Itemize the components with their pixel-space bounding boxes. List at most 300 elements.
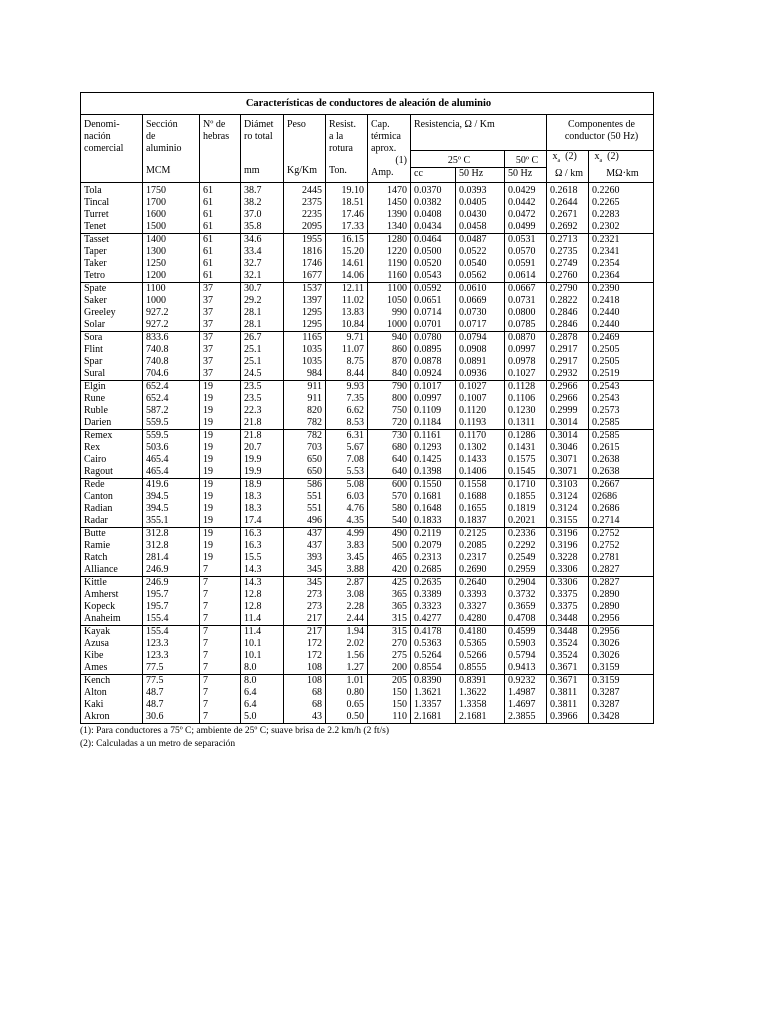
table-cell: 0.0592 (411, 283, 456, 296)
table-row (81, 183, 654, 198)
table-cell: 0.2878 (547, 332, 589, 345)
table-cell: 730 (368, 430, 411, 443)
table-cell: 500 (368, 540, 411, 552)
table-cell: 7 (200, 589, 241, 601)
table-cell: 990 (368, 307, 411, 319)
table-cell: 0.0429 (505, 183, 547, 198)
table-cell: Rune (81, 393, 143, 405)
table-cell: 19 (200, 430, 241, 443)
table-cell: 0.0531 (505, 234, 547, 247)
header-componentes: Componentes de conductor (50 Hz) (547, 115, 654, 151)
table-cell: 7 (200, 577, 241, 590)
table-cell: 0.3811 (547, 687, 589, 699)
table-cell: 11.4 (241, 626, 284, 639)
table-cell: 7 (200, 564, 241, 577)
table-cell: 0.2781 (589, 552, 654, 564)
table-cell: 0.0651 (411, 295, 456, 307)
table-cell: 0.1833 (411, 515, 456, 528)
table-cell: 0.2956 (589, 626, 654, 639)
table-cell: 0.2735 (547, 246, 589, 258)
table-cell: 2375 (284, 197, 326, 209)
table-cell: 394.5 (143, 503, 200, 515)
table-cell: 437 (284, 528, 326, 541)
table-cell: 0.0610 (456, 283, 505, 296)
table-cell: 0.0570 (505, 246, 547, 258)
table-cell: 0.2667 (589, 479, 654, 492)
table-cell: Taper (81, 246, 143, 258)
table-cell: 108 (284, 675, 326, 688)
table-row (81, 381, 654, 394)
table-cell: 7 (200, 638, 241, 650)
table-cell: 200 (368, 662, 411, 675)
table-cell: 12.11 (326, 283, 368, 296)
table-cell: 0.2966 (547, 381, 589, 394)
table-cell: 12.8 (241, 589, 284, 601)
table-cell: 833.6 (143, 332, 200, 345)
table-cell: 365 (368, 589, 411, 601)
header-cap-unit: Amp. (371, 167, 394, 178)
header-peso-unit: Kg/Km (287, 165, 317, 176)
table-cell: 650 (284, 454, 326, 466)
table-cell: 2.3855 (505, 711, 547, 724)
table-cell: 19 (200, 479, 241, 492)
table-cell: 48.7 (143, 687, 200, 699)
table-cell: 0.1545 (505, 466, 547, 479)
table-cell: 19 (200, 417, 241, 430)
table-cell: 0.2519 (589, 368, 654, 381)
header-xa2: $x_a$ (2) (589, 151, 654, 168)
table-cell: 0.1106 (505, 393, 547, 405)
table-cell: 0.2846 (547, 307, 589, 319)
table-cell: 0.0442 (505, 197, 547, 209)
table-cell: 37 (200, 307, 241, 319)
table-row (81, 650, 654, 662)
table-cell: 150 (368, 687, 411, 699)
table-row (81, 209, 654, 221)
table-cell: 77.5 (143, 675, 200, 688)
table-cell: 315 (368, 626, 411, 639)
table-cell: 14.3 (241, 564, 284, 577)
table-cell: 14.61 (326, 258, 368, 270)
table-cell: 0.1433 (456, 454, 505, 466)
table-cell: 465.4 (143, 466, 200, 479)
table-cell: 587.2 (143, 405, 200, 417)
table-cell: 6.03 (326, 491, 368, 503)
table-cell: 61 (200, 197, 241, 209)
table-cell: Elgin (81, 381, 143, 394)
table-cell: 0.3155 (547, 515, 589, 528)
table-cell: 0.3393 (456, 589, 505, 601)
table-cell: 1220 (368, 246, 411, 258)
conductor-table (80, 92, 654, 724)
table-cell: 32.7 (241, 258, 284, 270)
table-cell: 0.1027 (456, 381, 505, 394)
table-cell: 911 (284, 393, 326, 405)
table-cell: 0.1161 (411, 430, 456, 443)
table-cell: 0.5903 (505, 638, 547, 650)
table-cell: 61 (200, 221, 241, 234)
table-cell: 1750 (143, 183, 200, 198)
table-cell: 38.7 (241, 183, 284, 198)
table-row (81, 393, 654, 405)
table-cell: Greeley (81, 307, 143, 319)
table-cell: 0.3159 (589, 675, 654, 688)
table-title: Características de conductores de aleación de aluminio (81, 93, 654, 115)
table-cell: Kaki (81, 699, 143, 711)
table-cell: 1100 (143, 283, 200, 296)
table-cell: 1537 (284, 283, 326, 296)
table-cell: 0.4599 (505, 626, 547, 639)
table-cell: 365 (368, 601, 411, 613)
table-row (81, 405, 654, 417)
table-row (81, 442, 654, 454)
table-cell: 3.83 (326, 540, 368, 552)
table-cell: 503.6 (143, 442, 200, 454)
table-cell: 6.4 (241, 687, 284, 699)
table-cell: 1100 (368, 283, 411, 296)
table-cell: 4.35 (326, 515, 368, 528)
table-row (81, 626, 654, 639)
table-cell: 1.3358 (456, 699, 505, 711)
table-cell: 0.3071 (547, 454, 589, 466)
table-cell: 0.1286 (505, 430, 547, 443)
table-cell: 68 (284, 699, 326, 711)
table-cell: 7 (200, 650, 241, 662)
table-cell: 0.8391 (456, 675, 505, 688)
table-cell: 6.31 (326, 430, 368, 443)
table-cell: 870 (368, 356, 411, 368)
table-cell: 0.0405 (456, 197, 505, 209)
table-cell: 0.0701 (411, 319, 456, 332)
table-cell: 0.2336 (505, 528, 547, 541)
table-cell: 0.2119 (411, 528, 456, 541)
table-cell: 860 (368, 344, 411, 356)
table-cell: 246.9 (143, 564, 200, 577)
table-cell: 18.51 (326, 197, 368, 209)
table-cell: 0.3124 (547, 503, 589, 515)
table-cell: 0.5363 (411, 638, 456, 650)
table-cell: 0.2543 (589, 393, 654, 405)
table-cell: 940 (368, 332, 411, 345)
header-peso: Peso Kg/Km (284, 115, 326, 183)
table-cell: 0.3524 (547, 638, 589, 650)
table-cell: 740.8 (143, 356, 200, 368)
table-cell: 16.15 (326, 234, 368, 247)
table-cell: 1295 (284, 319, 326, 332)
table-cell: 1.3357 (411, 699, 456, 711)
table-cell: 270 (368, 638, 411, 650)
table-cell: 1.94 (326, 626, 368, 639)
table-cell: 0.3287 (589, 687, 654, 699)
table-cell: 0.2313 (411, 552, 456, 564)
table-cell: 0.2573 (589, 405, 654, 417)
table-cell: 2.44 (326, 613, 368, 626)
table-cell: 43 (284, 711, 326, 724)
table-cell: 1280 (368, 234, 411, 247)
table-cell: 0.3375 (547, 601, 589, 613)
table-cell: 19 (200, 405, 241, 417)
table-cell: 0.2644 (547, 197, 589, 209)
header-cc: cc (411, 168, 456, 183)
table-cell: 1816 (284, 246, 326, 258)
table-cell: 0.2686 (589, 503, 654, 515)
table-cell: 1295 (284, 307, 326, 319)
table-cell: 37 (200, 356, 241, 368)
table-cell: 23.5 (241, 393, 284, 405)
table-cell: 580 (368, 503, 411, 515)
table-cell: 19 (200, 515, 241, 528)
table-cell: 15.20 (326, 246, 368, 258)
table-cell: 7 (200, 601, 241, 613)
table-cell: 68 (284, 687, 326, 699)
table-cell: 0.0936 (456, 368, 505, 381)
table-cell: 0.3014 (547, 417, 589, 430)
table-cell: 217 (284, 626, 326, 639)
table-cell: 1500 (143, 221, 200, 234)
table-cell: 19 (200, 503, 241, 515)
table-cell: 0.0434 (411, 221, 456, 234)
table-cell: 0.2827 (589, 564, 654, 577)
table-cell: 123.3 (143, 638, 200, 650)
table-cell: 1050 (368, 295, 411, 307)
table-cell: 0.0800 (505, 307, 547, 319)
table-cell: 0.0785 (505, 319, 547, 332)
table-row (81, 675, 654, 688)
table-cell: 1400 (143, 234, 200, 247)
table-cell: 0.3966 (547, 711, 589, 724)
table-cell: 205 (368, 675, 411, 688)
table-cell: 1165 (284, 332, 326, 345)
table-cell: 7 (200, 699, 241, 711)
table-cell: 0.3026 (589, 638, 654, 650)
table-cell: 02686 (589, 491, 654, 503)
table-cell: 7 (200, 613, 241, 626)
table-cell: 0.3228 (547, 552, 589, 564)
table-cell: Radian (81, 503, 143, 515)
table-cell: 1955 (284, 234, 326, 247)
table-cell: 17.4 (241, 515, 284, 528)
table-cell: 18.3 (241, 503, 284, 515)
table-cell: 0.0614 (505, 270, 547, 283)
table-cell: 0.2615 (589, 442, 654, 454)
table-cell: 1397 (284, 295, 326, 307)
conductor-table-sheet (80, 92, 653, 751)
table-cell: 0.2505 (589, 356, 654, 368)
table-cell: 0.3448 (547, 613, 589, 626)
table-cell: 32.1 (241, 270, 284, 283)
table-cell: 0.0370 (411, 183, 456, 198)
header-cap: Cap. térmica aprox. (1) Amp. (368, 115, 411, 183)
table-cell: 4.99 (326, 528, 368, 541)
table-cell: 0.2469 (589, 332, 654, 345)
table-cell: 150 (368, 699, 411, 711)
table-cell: 0.3159 (589, 662, 654, 675)
table-cell: 0.0500 (411, 246, 456, 258)
table-cell: 21.8 (241, 417, 284, 430)
table-cell: 1035 (284, 344, 326, 356)
table-cell: 0.0714 (411, 307, 456, 319)
table-cell: 720 (368, 417, 411, 430)
table-cell: 0.3811 (547, 699, 589, 711)
table-cell: 345 (284, 564, 326, 577)
table-cell: 0.0870 (505, 332, 547, 345)
header-t50: 50º C (505, 151, 547, 168)
table-cell: 0.2752 (589, 540, 654, 552)
table-row (81, 491, 654, 503)
table-cell: 24.5 (241, 368, 284, 381)
table-cell: 0.0472 (505, 209, 547, 221)
table-cell: 0.1819 (505, 503, 547, 515)
table-row (81, 552, 654, 564)
table-cell: 0.1193 (456, 417, 505, 430)
table-cell: 0.1302 (456, 442, 505, 454)
table-cell: 0.1311 (505, 417, 547, 430)
table-cell: 19 (200, 466, 241, 479)
table-cell: 4.76 (326, 503, 368, 515)
table-cell: 19 (200, 454, 241, 466)
table-cell: 650 (284, 466, 326, 479)
table-cell: 7 (200, 662, 241, 675)
table-cell: 640 (368, 466, 411, 479)
table-cell: 37 (200, 368, 241, 381)
table-cell: 0.3327 (456, 601, 505, 613)
table-cell: 0.3389 (411, 589, 456, 601)
table-cell: 246.9 (143, 577, 200, 590)
table-row (81, 589, 654, 601)
table-cell: 30.6 (143, 711, 200, 724)
table-row (81, 577, 654, 590)
table-cell: 0.2752 (589, 528, 654, 541)
table-cell: 0.0891 (456, 356, 505, 368)
table-cell: 26.7 (241, 332, 284, 345)
table-cell: 9.71 (326, 332, 368, 345)
table-cell: Rede (81, 479, 143, 492)
table-cell: 0.3448 (547, 626, 589, 639)
table-cell: 0.1425 (411, 454, 456, 466)
table-cell: 5.0 (241, 711, 284, 724)
table-row (81, 564, 654, 577)
table-cell: 20.7 (241, 442, 284, 454)
table-row (81, 270, 654, 283)
table-cell: 750 (368, 405, 411, 417)
table-cell: 1700 (143, 197, 200, 209)
table-cell: 782 (284, 430, 326, 443)
table-cell: 703 (284, 442, 326, 454)
table-cell: 1.4697 (505, 699, 547, 711)
table-cell: 0.4178 (411, 626, 456, 639)
table-cell: 19 (200, 540, 241, 552)
table-cell: Tasset (81, 234, 143, 247)
table-cell: 0.0522 (456, 246, 505, 258)
table-cell: 652.4 (143, 381, 200, 394)
table-cell: 0.2827 (589, 577, 654, 590)
table-cell: 19 (200, 528, 241, 541)
table-cell: 0.2079 (411, 540, 456, 552)
table-cell: 0.0794 (456, 332, 505, 345)
table-cell: Tenet (81, 221, 143, 234)
table-cell: 0.0543 (411, 270, 456, 283)
table-cell: 0.50 (326, 711, 368, 724)
table-cell: 0.1170 (456, 430, 505, 443)
table-row (81, 601, 654, 613)
table-cell: Solar (81, 319, 143, 332)
table-cell: 0.80 (326, 687, 368, 699)
table-cell: 0.1109 (411, 405, 456, 417)
header-hebras: Nº de hebras (200, 115, 241, 183)
table-cell: 0.3306 (547, 564, 589, 577)
header-50hz-25: 50 Hz (456, 168, 505, 183)
table-cell: 0.2390 (589, 283, 654, 296)
table-cell: 34.6 (241, 234, 284, 247)
table-cell: 1035 (284, 356, 326, 368)
table-row (81, 540, 654, 552)
table-row (81, 466, 654, 479)
table-cell: 782 (284, 417, 326, 430)
table-cell: 16.3 (241, 540, 284, 552)
table-cell: 1.4987 (505, 687, 547, 699)
table-cell: 0.2341 (589, 246, 654, 258)
table-cell: 0.2440 (589, 319, 654, 332)
table-row (81, 417, 654, 430)
table-cell: 1746 (284, 258, 326, 270)
table-cell: 61 (200, 183, 241, 198)
header-seccion-unit: MCM (146, 165, 171, 176)
table-cell: 0.2690 (456, 564, 505, 577)
table-cell: 1000 (368, 319, 411, 332)
table-cell: 312.8 (143, 540, 200, 552)
table-cell: 0.2713 (547, 234, 589, 247)
table-cell: 0.0520 (411, 258, 456, 270)
table-cell: 0.3287 (589, 699, 654, 711)
table-cell: 37.0 (241, 209, 284, 221)
table-cell: 0.1007 (456, 393, 505, 405)
table-cell: 0.2440 (589, 307, 654, 319)
table-cell: 0.2321 (589, 234, 654, 247)
table-cell: 394.5 (143, 491, 200, 503)
table-cell: 7 (200, 675, 241, 688)
table-cell: 21.8 (241, 430, 284, 443)
table-cell: 0.1550 (411, 479, 456, 492)
table-cell: Taker (81, 258, 143, 270)
table-cell: 1.27 (326, 662, 368, 675)
table-cell: 0.9413 (505, 662, 547, 675)
table-cell: 0.2890 (589, 601, 654, 613)
table-cell: 0.2302 (589, 221, 654, 234)
table-cell: 8.75 (326, 356, 368, 368)
table-cell: 1600 (143, 209, 200, 221)
table-cell: 0.2890 (589, 589, 654, 601)
table-cell: 0.1710 (505, 479, 547, 492)
table-cell: 2.1681 (456, 711, 505, 724)
header-diametro: Diámet ro total mm (241, 115, 284, 183)
table-cell: 0.3524 (547, 650, 589, 662)
table-row (81, 295, 654, 307)
table-cell: 0.2585 (589, 430, 654, 443)
table-cell: 0.0382 (411, 197, 456, 209)
table-cell: 19.9 (241, 454, 284, 466)
table-cell: Tetro (81, 270, 143, 283)
table-cell: Ames (81, 662, 143, 675)
table-cell: 28.1 (241, 307, 284, 319)
table-cell: Kibe (81, 650, 143, 662)
table-cell: 16.3 (241, 528, 284, 541)
table-cell: 0.2822 (547, 295, 589, 307)
table-cell: 37 (200, 319, 241, 332)
table-cell: 0.2618 (547, 183, 589, 198)
table-cell: 420 (368, 564, 411, 577)
table-cell: 393 (284, 552, 326, 564)
table-row (81, 479, 654, 492)
